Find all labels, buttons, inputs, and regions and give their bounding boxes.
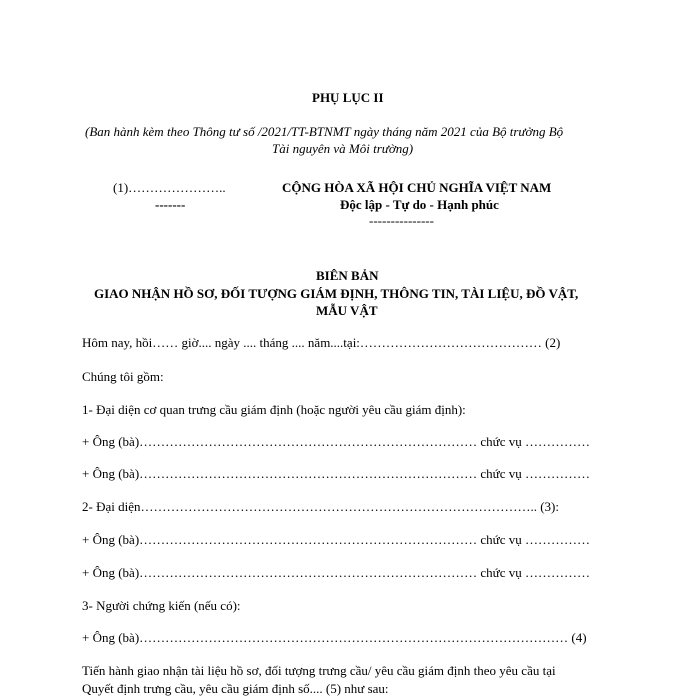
section-2-heading: 2- Đại diện……………………………………………………………………………….. (3): [82,499,560,514]
proceed-line-1: Tiến hành giao nhận tài liệu hồ sơ, đối tượng trưng cầu/ yêu cầu giám định theo yêu cầu tại [82,663,556,678]
doc-title: BIÊN BẢN [316,268,379,283]
appendix-title: PHỤ LỤC II [312,90,384,105]
section-2-person-2: + Ông (bà)…………………………………………………………………… chức vụ …………… [82,565,590,580]
section-1-person-1: + Ông (bà)…………………………………………………………………… chức vụ …………… [82,434,590,449]
national-motto: Độc lập - Tự do - Hạnh phúc [340,197,499,212]
motto-rule: --------------- [369,213,434,228]
section-3-person-1: + Ông (bà)……………………………………………………………………………………… (4) [82,630,587,645]
section-3-heading: 3- Người chứng kiến (nếu có): [82,598,241,613]
date-place-line: Hôm nay, hồi…… giờ.... ngày .... tháng .... năm....tại:…………………………………… (2) [82,335,561,350]
doc-subtitle-line-1: GIAO NHẬN HỒ SƠ, ĐỐI TƯỢNG GIÁM ĐỊNH, THÔNG TIN, TÀI LIỆU, ĐỒ VẬT, [94,286,579,301]
section-1-heading: 1- Đại diện cơ quan trưng cầu giám định (hoặc người yêu cầu giám định): [82,402,466,417]
issued-by-line-1: (Ban hành kèm theo Thông tư số /2021/TT-BTNMT ngày tháng năm 2021 của Bộ trưởng Bộ [85,124,564,139]
participants-intro: Chúng tôi gồm: [82,369,164,384]
nation-name: CỘNG HÒA XÃ HỘI CHỦ NGHĨA VIỆT NAM [282,180,552,195]
proceed-line-2: Quyết định trưng cầu, yêu cầu giám định số.... (5) như sau: [82,681,389,696]
agency-rule: ------- [155,197,186,212]
issued-by-line-2: Tài nguyên và Môi trường) [272,141,414,156]
doc-subtitle-line-2: MẪU VẬT [316,303,378,318]
section-2-person-1: + Ông (bà)…………………………………………………………………… chức vụ …………… [82,532,590,547]
agency-name: (1)………………….. [113,180,226,195]
section-1-person-2: + Ông (bà)…………………………………………………………………… chức vụ …………… [82,466,590,481]
